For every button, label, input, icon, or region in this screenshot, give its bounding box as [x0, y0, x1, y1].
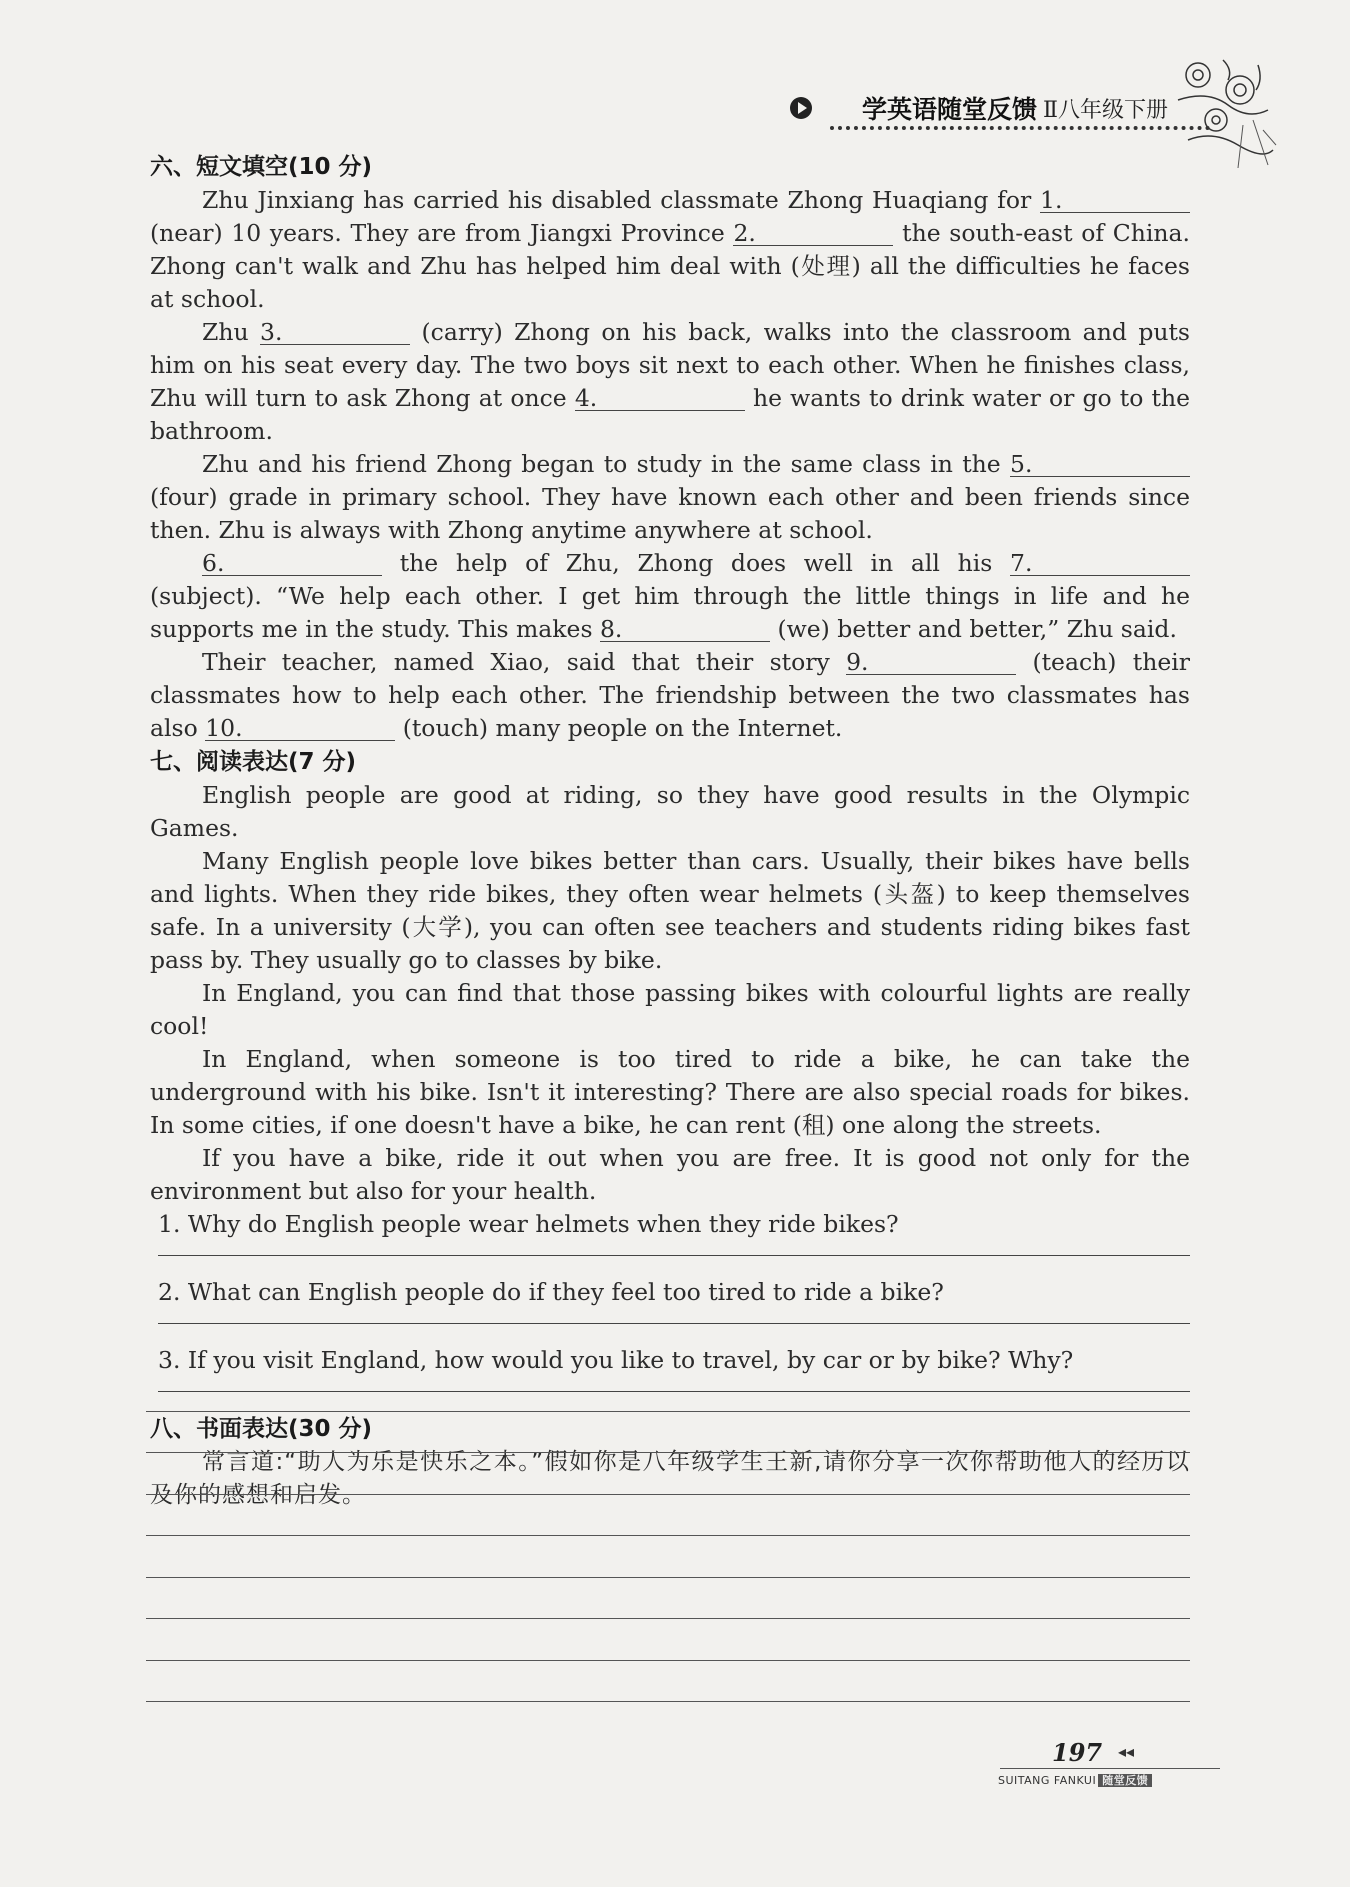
question-2: 2. What can English people do if they feel too tired to ride a bike? — [158, 1278, 944, 1306]
cloze-paragraph-1: Zhu Jinxiang has carried his disabled classmate Zhong Huaqiang for 1. (near) 10 years. They are from Jiangxi Province 2. the south-east of China. Zhong can't walk and Zhu has helped him deal with (处理) all the difficulties he faces at school. — [150, 186, 1190, 313]
writing-line[interactable] — [146, 1661, 1190, 1703]
blank-10[interactable]: 10. — [205, 716, 395, 741]
blank-4[interactable]: 4. — [575, 386, 745, 411]
answer-line-1[interactable] — [158, 1255, 1190, 1256]
cloze-paragraph-5: Their teacher, named Xiao, said that their story 9. (teach) their classmates how to help each other. The friendship between the two classmates has also 10. (touch) many people on the Internet. — [150, 648, 1190, 742]
page-content — [150, 150, 1190, 1512]
reading-paragraph: Many English people love bikes better than cars. Usually, their bikes have bells and lights. When they ride bikes, they often wear helmets (头盔) to keep themselves safe. In a university (大学), you can often see teachers and students riding bikes fast pass by. They usually go to classes by bike. — [150, 847, 1190, 974]
footer-brand — [998, 1772, 1152, 1788]
header-divider — [830, 126, 1210, 130]
reading-paragraph: In England, you can find that those passing bikes with colourful lights are really cool! — [150, 979, 1190, 1040]
writing-line[interactable] — [146, 1495, 1190, 1537]
writing-line[interactable] — [146, 1412, 1190, 1454]
answer-line-2[interactable] — [158, 1323, 1190, 1324]
question-1: 1. Why do English people wear helmets when they ride bikes? — [158, 1210, 899, 1238]
section-8-heading: 八、书面表达(30 分) — [150, 1416, 373, 1442]
reading-paragraph: If you have a bike, ride it out when you are free. It is good not only for the environment but also for your health. — [150, 1144, 1190, 1205]
blank-8[interactable]: 8. — [600, 617, 770, 642]
book-subtitle: Ⅱ八年级下册 — [1043, 97, 1168, 123]
writing-line[interactable] — [146, 1619, 1190, 1661]
page-number: 197 — [1052, 1738, 1103, 1767]
brand-chinese: 随堂反馈 — [1098, 1774, 1152, 1787]
writing-line[interactable] — [146, 1578, 1190, 1620]
section-6-heading: 六、短文填空(10 分) — [150, 154, 373, 180]
writing-area[interactable] — [146, 1370, 1190, 1702]
question-3: 3. If you visit England, how would you like to travel, by car or by bike? Why? — [158, 1346, 1074, 1374]
cloze-paragraph-2: Zhu 3. (carry) Zhong on his back, walks into the classroom and puts him on his seat every day. The two boys sit next to each other. When he finishes class, Zhu will turn to ask Zhong at once 4. he wants to drink water or go to the bathroom. — [150, 318, 1191, 445]
page-header — [790, 88, 1210, 128]
writing-line[interactable] — [146, 1370, 1190, 1412]
blank-6[interactable]: 6. — [202, 551, 382, 576]
footer-divider — [1000, 1768, 1220, 1769]
writing-line[interactable] — [146, 1536, 1190, 1578]
blank-3[interactable]: 3. — [260, 320, 410, 345]
play-icon — [790, 97, 812, 119]
blank-1[interactable]: 1. — [1040, 188, 1190, 213]
reading-paragraph: English people are good at riding, so they have good results in the Olympic Games. — [150, 781, 1190, 842]
section-7-heading: 七、阅读表达(7 分) — [150, 749, 357, 775]
arrow-left-icon: ◂◂ — [1118, 1742, 1135, 1761]
book-title: 学英语随堂反馈 — [862, 95, 1038, 124]
cloze-paragraph-3: Zhu and his friend Zhong began to study in the same class in the 5. (four) grade in primary school. They have known each other and been friends since then. Zhu is always with Zhong anytime anywhere at school. — [150, 450, 1190, 544]
writing-prompt: 常言道:“助人为乐是快乐之本。”假如你是八年级学生王新,请你分享一次你帮助他人的经历以及你的感想和启发。 — [150, 1449, 1190, 1508]
writing-line[interactable] — [146, 1453, 1190, 1495]
blank-7[interactable]: 7. — [1010, 551, 1190, 576]
reading-paragraph: In England, when someone is too tired to ride a bike, he can take the underground with his bike. Isn't it interesting? There are also special roads for bikes. In some cities, if one doesn't have a bike, he can rent (租) one along the streets. — [150, 1045, 1190, 1139]
blank-2[interactable]: 2. — [733, 221, 893, 246]
cloze-paragraph-4: 6. the help of Zhu, Zhong does well in all his 7. (subject). “We help each other. I get him through the little things in life and he supports me in the study. This makes 8. (we) better and better,” Zhu said. — [150, 549, 1190, 643]
blank-5[interactable]: 5. — [1010, 452, 1190, 477]
brand-english: SUITANG FANKUI — [998, 1774, 1097, 1787]
blank-9[interactable]: 9. — [846, 650, 1016, 675]
